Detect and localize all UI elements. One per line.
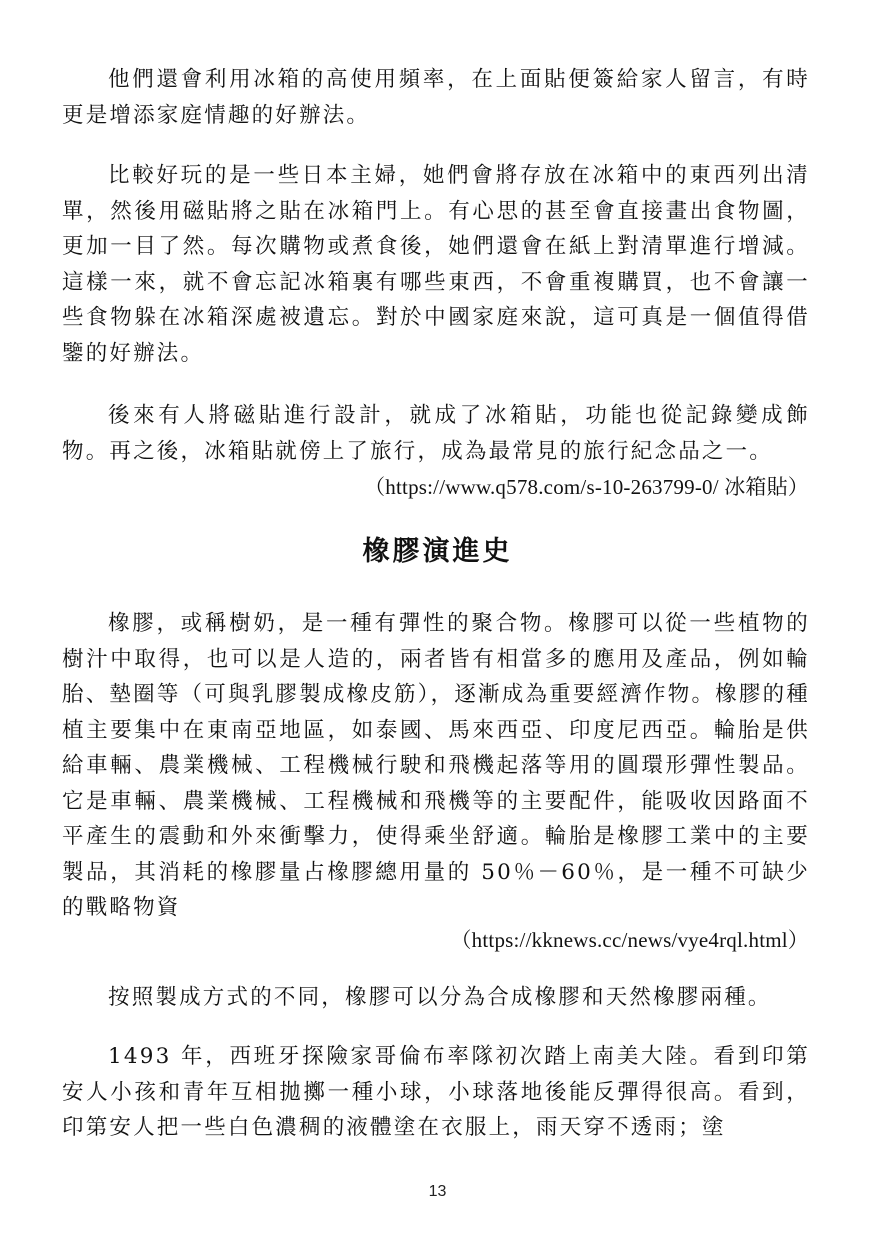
paragraph-fridge-notes: 他們還會利用冰箱的高使用頻率，在上面貼便簽給家人留言，有時更是增添家庭情趣的好辦法。 bbox=[62, 67, 810, 128]
paragraph-japanese-housewives: 比較好玩的是一些日本主婦，她們會將存放在冰箱中的東西列出清單，然後用磁貼將之貼在冰箱門上。有心思的甚至會直接畫出食物圖，更加一目了然。每次購物或煮食後，她們還會在紙上對清單進行增減。這樣一來，就不會忘記冰箱裏有哪些東西，不會重複購買，也不會讓一些食物躲在冰箱深處被遺忘。對於中國家庭來說，這可真是一個值得借鑒的好辦法。 bbox=[62, 163, 810, 366]
citation-fridge-magnet-source: （https://www.q578.com/s-10-263799-0/ 冰箱貼） bbox=[364, 475, 809, 499]
page-number: 13 bbox=[428, 1183, 447, 1200]
paragraph-rubber-history: 1493 年，西班牙探險家哥倫布率隊初次踏上南美大陸。看到印第安人小孩和青年互相拋擲一種小球，小球落地後能反彈得很高。看到，印第安人把一些白色濃稠的液體塗在衣服上，雨天穿不透雨；塗 bbox=[62, 1044, 810, 1140]
paragraph-fridge-magnets: 後來有人將磁貼進行設計，就成了冰箱貼，功能也從記錄變成飾物。再之後，冰箱貼就傍上了旅行，成為最常見的旅行紀念品之一。 bbox=[62, 403, 810, 464]
paragraph-rubber-types: 按照製成方式的不同，橡膠可以分為合成橡膠和天然橡膠兩種。 bbox=[108, 985, 772, 1010]
paragraph-rubber-intro: 橡膠，或稱樹奶，是一種有彈性的聚合物。橡膠可以從一些植物的樹汁中取得，也可以是人造的，兩者皆有相當多的應用及產品，例如輪胎、墊圈等（可與乳膠製成橡皮筋），逐漸成為重要經濟作物。橡膠的種植主要集中在東南亞地區，如泰國、馬來西亞、印度尼西亞。輪胎是供給車輛、農業機械、工程機械行駛和飛機起落等用的圓環形彈性製品。它是車輛、農業機械、工程機械和飛機等的主要配件，能吸收因路面不平產生的震動和外來衝擊力，使得乘坐舒適。輪胎是橡膠工業中的主要製品，其消耗的橡膠量占橡膠總用量的 50％－60％，是一種不可缺少的戰略物資 bbox=[62, 611, 810, 920]
citation-rubber-source: （https://kknews.cc/news/vye4rql.html） bbox=[450, 928, 809, 952]
section-title: 橡膠演進史 bbox=[362, 536, 513, 567]
